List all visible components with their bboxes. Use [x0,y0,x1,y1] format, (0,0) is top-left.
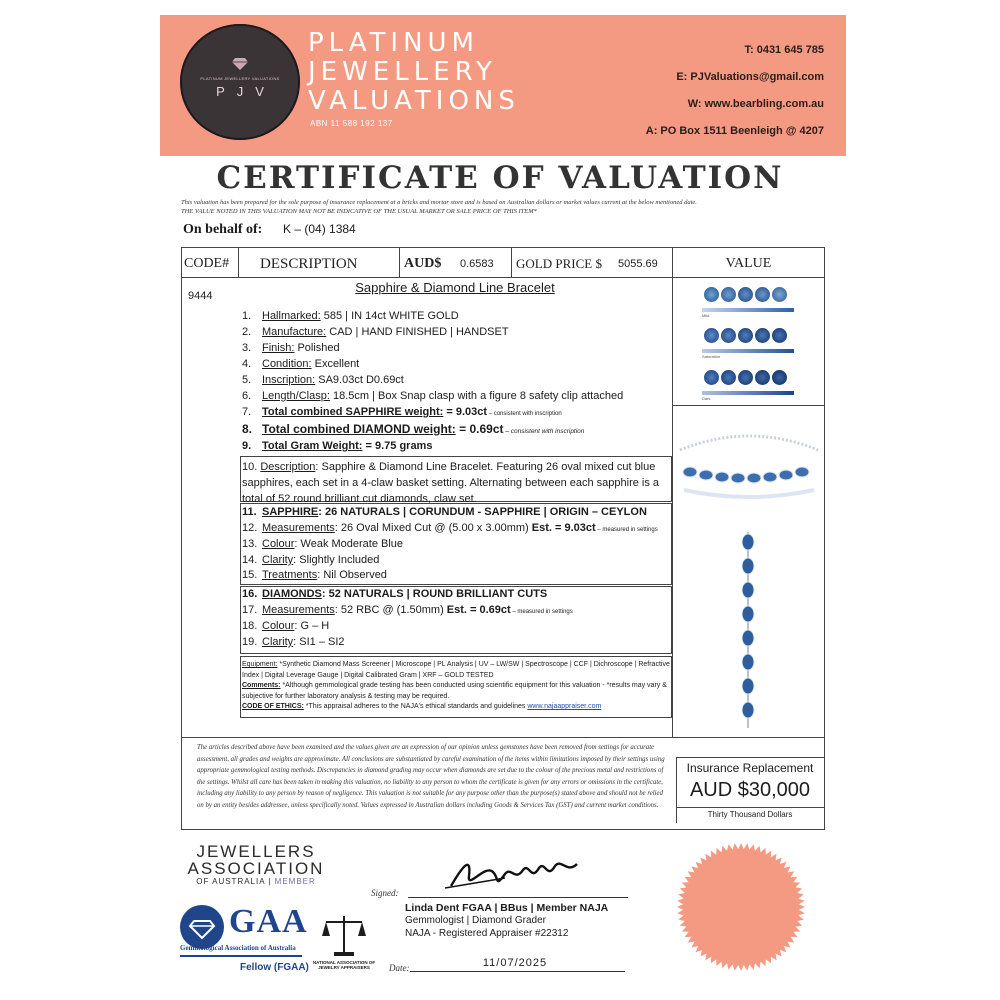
date-label: Date: [389,963,410,973]
sapphire-weight-row: 7. Total combined SAPPHIRE weight: = 9.03ct – consistent with inscription [242,406,562,418]
appraiser-registration: NAJA - Registered Appraiser #22312 [405,928,569,939]
description-text: 10. Description: Sapphire & Diamond Line Bracelet. Featuring 26 oval mixed cut blue sapphires, each set in a 4-claw basket setting. Alternating between each sapphire is a total of 52 round brilliant cut diamonds, claw set. [242,461,660,505]
brand-line: VALUATIONS [308,86,520,116]
bracelet-vertical-photo [736,530,760,730]
column-divider [399,247,400,277]
diamond-header: 16. DIAMONDS: 52 NATURALS | ROUND BRILLIANT CUTS [242,588,548,600]
gold-price-header: GOLD PRICE $ [516,256,602,271]
gaa-divider [180,955,302,957]
colour-scale-bar [702,349,794,353]
insurance-label: Insurance Replacement [686,761,814,775]
appraiser-title: Gemmologist | Diamond Grader [405,915,546,926]
item-title: Sapphire & Diamond Line Bracelet [355,280,555,295]
chart-label: Dark [702,396,711,401]
sapphire-swatch [704,370,719,385]
terms-text: The articles described above have been examined and the values given are an expression of our opinion unless gemstones have been removed from settings for accurate assessment, all grades and weights are approximate. All conclusions are substantiated by careful examination of the items within limitations imposed by their settings using appropriate gemmological testing methods. Discrepancies in diamond grading may occur when diamonds are set due to the colour of the precious metal and restrictions of the settings. Whilst all care has been taken in making this valuation, no liability to any person to whom the certificate is given for any errors or omissions in the certificate, including any liability to any person by reason of negligence. This valuation is not suitable for any purpose other than the purpose(s) stated above and should not be relied on by an entity besides addressee, unless specifically noted. Values expressed in Australian dollars including Goods & Services Tax (GST) and current market conditions. [197,744,665,809]
seal-sticker [676,842,806,972]
list-item: 19. Clarity: SI1 – SI2 [242,636,345,648]
signature-image [445,852,585,896]
sapphire-swatch [738,287,753,302]
sapphire-swatch [738,370,753,385]
value-cell-divider [672,405,825,406]
column-divider [238,247,239,277]
behalf-label: On behalf of: [183,222,263,237]
gram-weight-row: 9. Total Gram Weight: = 9.75 grams [242,440,433,452]
insurance-value: AUD $30,000 [689,779,811,801]
sapphire-swatch [704,287,719,302]
insurance-box-mid [676,807,824,808]
disclaimer-line: This valuation has been prepared for the sole purpose of insurance replacement at a bricks and mortar store and is based on Australian dollars or market values current at the below mentioned date. [181,199,697,206]
behalf-value: K – (04) 1384 [283,222,356,236]
brand-line: JEWELLERY [308,57,497,87]
logo-small-text: PLATINUM JEWELLERY VALUATIONS [200,76,280,81]
certificate-title: CERTIFICATE OF VALUATION [216,160,784,196]
insurance-words: Thirty Thousand Dollars [707,810,793,819]
fellow-label: Fellow (FGAA) [240,962,309,973]
description-header: DESCRIPTION [260,256,358,272]
list-item: 2. Manufacture: CAD | HAND FINISHED | HANDSET [242,326,509,338]
terms-divider [181,737,825,738]
table-header-divider [181,277,825,278]
logo-monogram: PJV [216,84,276,99]
gaa-full-name: Gemmological Association of Australia [180,944,296,952]
diamond-icon [232,58,248,70]
sapphire-swatch [721,328,736,343]
chart-label: Saturation [702,354,721,359]
list-item: 17. Measurements: 52 RBC @ (1.50mm) Est. = 0.69ct – measured in settings [242,604,573,616]
list-item: 15. Treatments: Nil Observed [242,569,387,581]
aud-rate: 0.6583 [460,258,494,270]
sapphire-swatch [721,287,736,302]
gold-price-value: 5055.69 [618,258,658,270]
jaa-logo: JEWELLERS ASSOCIATION [187,842,325,878]
naja-link[interactable]: www.najaappraiser.com [527,703,602,710]
contact-email: E: PJValuations@gmail.com [676,71,824,83]
list-item: 12. Measurements: 26 Oval Mixed Cut @ (5.00 x 3.00mm) Est. = 9.03ct – measured in settings [242,522,658,534]
item-code: 9444 [188,290,213,302]
sapphire-swatch [772,328,787,343]
column-divider [511,247,512,277]
jaa-member-line: OF AUSTRALIA | MEMBER [196,877,316,886]
brand-line: PLATINUM [308,28,479,58]
list-item: 14. Clarity: Slightly Included [242,554,380,566]
contact-website: W: www.bearbling.com.au [687,98,824,110]
sapphire-swatch [721,370,736,385]
aud-header: AUD$ [404,256,442,271]
insurance-box-top [676,757,824,758]
sapphire-colour-chart [702,285,794,307]
sapphire-swatch [738,328,753,343]
equipment-notes: Equipment: *Synthetic Diamond Mass Screener | Microscope | PL Analysis | UV – LW/SW | Spectroscope | CCF | Dichroscope | Refractive Index | Digital Leverage Gauge | Digital Calibrated Gram | XRF – GOLD TESTED Comments: *Although gemmological grade testing has been conducted using scientific equipment for this valuation - *results may vary & subjective for further laboratory analysis & testing may be required. CODE OF ETHICS: *This appraisal adheres to the NAJA's ethical standards and guidelines www.najaappraiser.com [242,661,670,710]
naja-scales-icon [318,912,370,958]
colour-scale-bar [702,391,794,395]
signed-label: Signed: [371,888,399,898]
brand-name [308,28,520,115]
gaa-emblem-icon [180,905,224,949]
list-item: 3. Finish: Polished [242,342,340,354]
sapphire-swatch [755,287,770,302]
list-item: 13. Colour: Weak Moderate Blue [242,538,404,550]
date-value: 11/07/2025 [482,957,548,969]
sapphire-swatch [704,328,719,343]
chart-label: Mild [702,313,710,318]
sapphire-header: 11. SAPPHIRE: 26 NATURALS | CORUNDUM - SAPPHIRE | ORIGIN – CEYLON [242,506,647,518]
list-item: 1. Hallmarked: 585 | IN 14ct WHITE GOLD [242,310,459,322]
list-item: 18. Colour: G – H [242,620,330,632]
list-item: 6. Length/Clasp: 18.5cm | Box Snap clasp with a figure 8 safety clip attached [242,390,624,402]
sapphire-swatch [755,328,770,343]
code-header: CODE# [184,256,230,271]
colour-scale-bar [702,308,794,312]
sapphire-colour-chart [702,326,794,348]
abn-number: ABN 11 588 192 137 [310,119,393,128]
diamond-weight-row: 8. Total combined DIAMOND weight: = 0.69ct – consistent with inscription [242,422,585,436]
sapphire-swatch [772,370,787,385]
sapphire-swatch [755,370,770,385]
sapphire-colour-chart [702,368,794,390]
list-item: 4. Condition: Excellent [242,358,360,370]
value-column-divider [672,247,673,737]
date-line [410,971,625,972]
value-header: VALUE [725,256,772,271]
sapphire-swatch [772,287,787,302]
company-logo [180,24,300,140]
disclaimer-line: THE VALUE NOTED IN THIS VALUATION MAY NOT BE INDICATIVE OF THE USUAL MARKET OR SALE PRICE OF THIS ITEM* [181,208,537,215]
bracelet-photo [676,420,822,506]
naja-logo-text: NATIONAL ASSOCIATION OF JEWELRY APPRAISERS [312,960,376,970]
signature-line [408,897,628,898]
gaa-logo-text: GAA [229,903,308,940]
list-item: 5. Inscription: SA9.03ct D0.69ct [242,374,404,386]
appraiser-name: Linda Dent FGAA | BBus | Member NAJA [405,902,609,914]
contact-address: A: PO Box 1511 Beenleigh @ 4207 [645,125,824,137]
contact-phone: T: 0431 645 785 [744,44,824,56]
